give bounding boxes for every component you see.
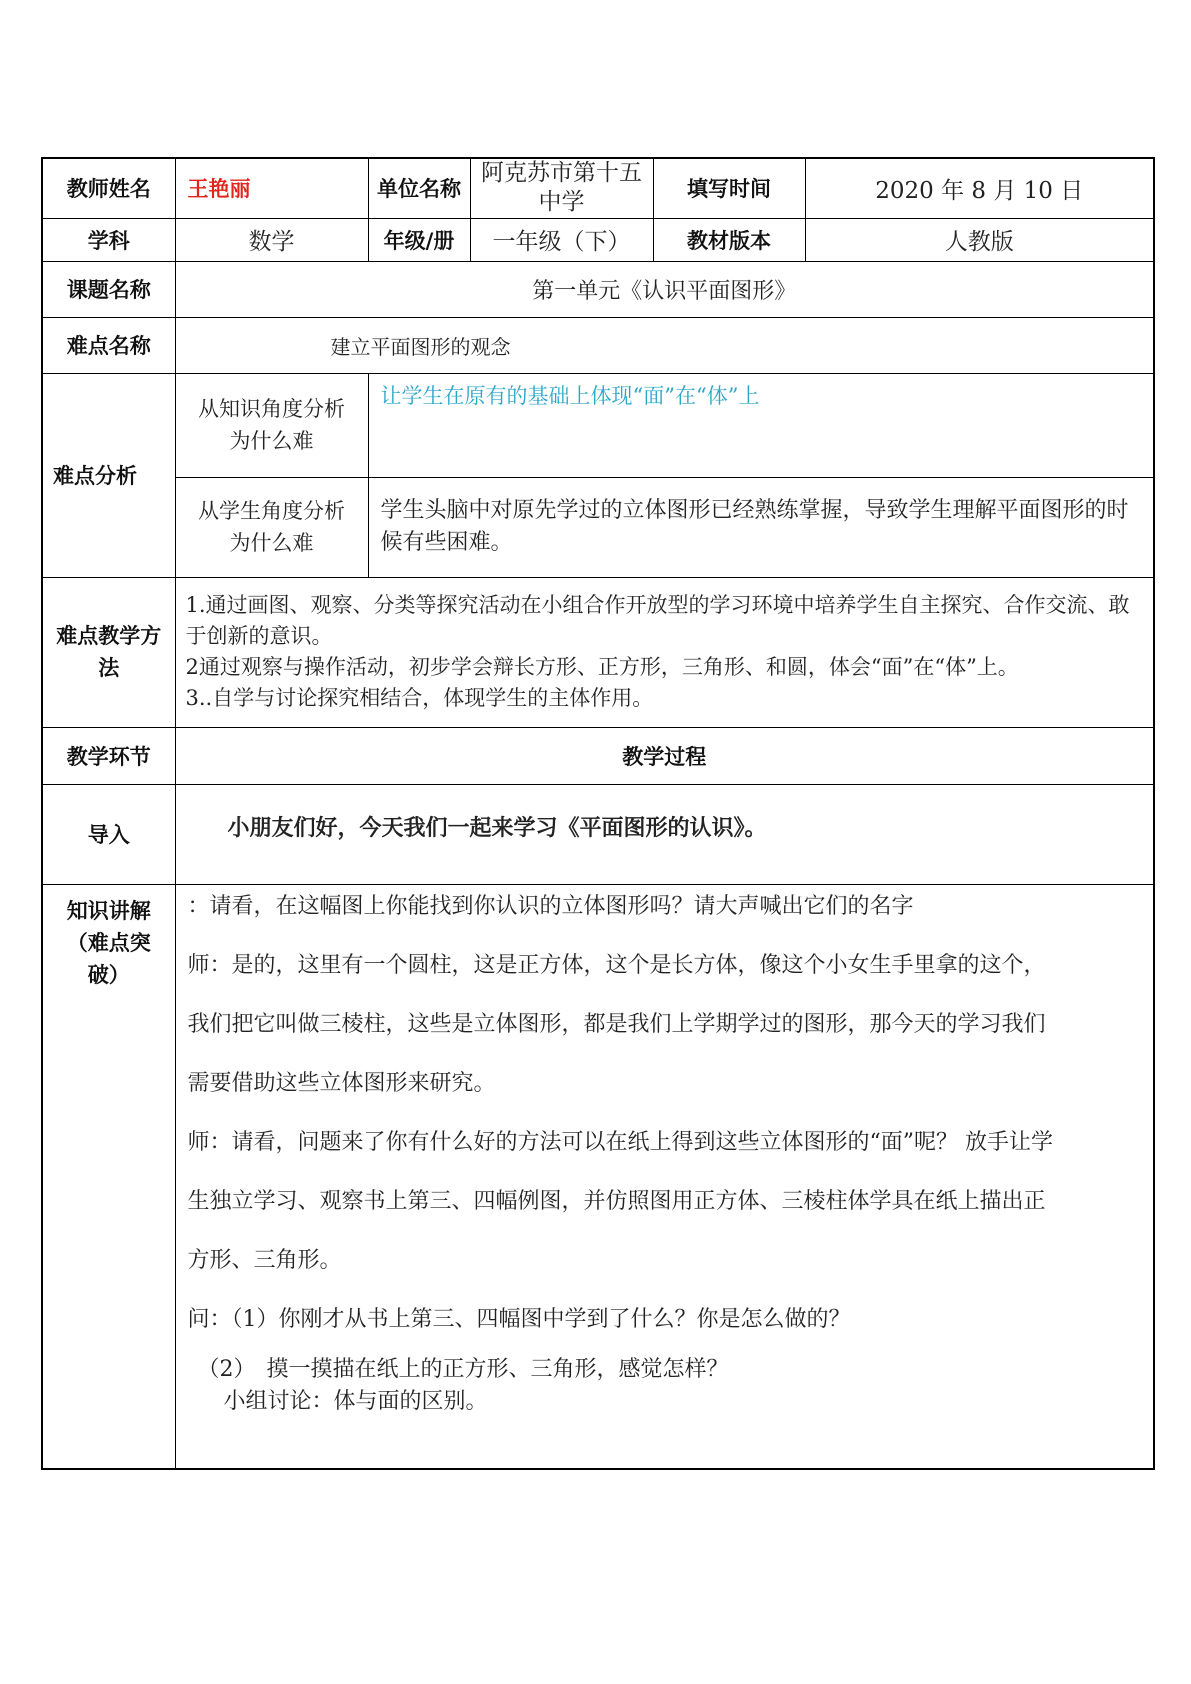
stage-label: 教学环节 xyxy=(42,727,175,784)
unit-label: 单位名称 xyxy=(368,158,470,218)
knowledge-line: 师：请看，问题来了你有什么好的方法可以在纸上得到这些立体图形的“面”呢？ 放手让学 xyxy=(187,1129,1053,1155)
header-row xyxy=(42,158,1154,218)
method-label: 难点教学方法 xyxy=(42,577,175,727)
method-row xyxy=(42,577,1154,727)
teacher-name: 王艳丽 xyxy=(175,158,368,218)
method-item: 1.通过画图、观察、分类等探究活动在小组合作开放型的学习环境中培养学生自主探究、合作交流、敢于创新的意识。 xyxy=(185,593,1130,648)
edition-value: 人教版 xyxy=(805,218,1154,261)
intro-text: 小朋友们好，今天我们一起来学习《平面图形的认识》。 xyxy=(175,784,1154,884)
subject-row xyxy=(42,218,1154,261)
subject-value: 数学 xyxy=(175,218,368,261)
edition-label: 教材版本 xyxy=(653,218,805,261)
knowledge-line: ：请看，在这幅图上你能找到你认识的立体图形吗？请大声喊出它们的名字 xyxy=(187,893,914,919)
knowledge-line: 生独立学习、观察书上第三、四幅例图，并仿照图用正方体、三棱柱体学具在纸上描出正 xyxy=(187,1188,1046,1214)
knowledge-line: 方形、三角形。 xyxy=(187,1247,342,1273)
knowledge-line: 我们把它叫做三棱柱，这些是立体图形，都是我们上学期学过的图形，那今天的学习我们 xyxy=(187,1011,1046,1037)
grade-value: 一年级（下） xyxy=(470,218,653,261)
knowledge-label: 知识讲解（难点突破） xyxy=(42,884,175,1469)
process-label: 教学过程 xyxy=(175,727,1154,784)
intro-label: 导入 xyxy=(42,784,175,884)
knowledge-line: 师：是的，这里有一个圆柱，这是正方体，这个是长方体，像这个小女生手里拿的这个， xyxy=(187,952,1046,978)
analysis-label: 难点分析 xyxy=(42,373,175,577)
intro-row xyxy=(42,784,1154,884)
analysis-row-student xyxy=(42,477,1154,577)
analysis-row-knowledge xyxy=(42,373,1154,477)
lesson-plan-table xyxy=(41,157,1155,1470)
stage-row xyxy=(42,727,1154,784)
topic-value: 第一单元《认识平面图形》 xyxy=(175,261,1154,317)
difficulty-value: 建立平面图形的观念 xyxy=(175,317,1154,373)
knowledge-row xyxy=(42,884,1154,1469)
student-angle-label: 从学生角度分析为什么难 xyxy=(175,477,368,577)
knowledge-angle-label: 从知识角度分析为什么难 xyxy=(175,373,368,477)
topic-label: 课题名称 xyxy=(42,261,175,317)
unit-name-line1: 阿克苏市第十五 xyxy=(481,160,642,187)
method-content xyxy=(175,577,1154,727)
subject-label: 学科 xyxy=(42,218,175,261)
date-value: 2020 年 8 月 10 日 xyxy=(805,158,1154,218)
knowledge-line: （2） 摸一摸描在纸上的正方形、三角形，感觉怎样？ xyxy=(197,1356,729,1382)
grade-label: 年级/册 xyxy=(368,218,470,261)
unit-name xyxy=(470,158,653,218)
method-item: 2通过观察与操作活动，初步学会辩长方形、正方形，三角形、和圆，体会“面”在“体”上。 xyxy=(185,655,1019,679)
knowledge-line: 小组讨论：体与面的区别。 xyxy=(223,1388,488,1414)
knowledge-content xyxy=(175,884,1154,1469)
difficulty-label: 难点名称 xyxy=(42,317,175,373)
method-item: 3..自学与讨论探究相结合，体现学生的主体作用。 xyxy=(185,686,654,710)
knowledge-line: 需要借助这些立体图形来研究。 xyxy=(187,1070,496,1096)
knowledge-angle-text: 让学生在原有的基础上体现“面”在“体”上 xyxy=(368,373,1154,477)
unit-name-line2: 中学 xyxy=(538,189,585,216)
knowledge-line: 问：（1）你刚才从书上第三、四幅图中学到了什么？你是怎么做的？ xyxy=(187,1306,851,1332)
student-angle-text: 学生头脑中对原先学过的立体图形已经熟练掌握，导致学生理解平面图形的时候有些困难。 xyxy=(368,477,1154,577)
date-label: 填写时间 xyxy=(653,158,805,218)
difficulty-row xyxy=(42,317,1154,373)
topic-row xyxy=(42,261,1154,317)
teacher-label: 教师姓名 xyxy=(42,158,175,218)
